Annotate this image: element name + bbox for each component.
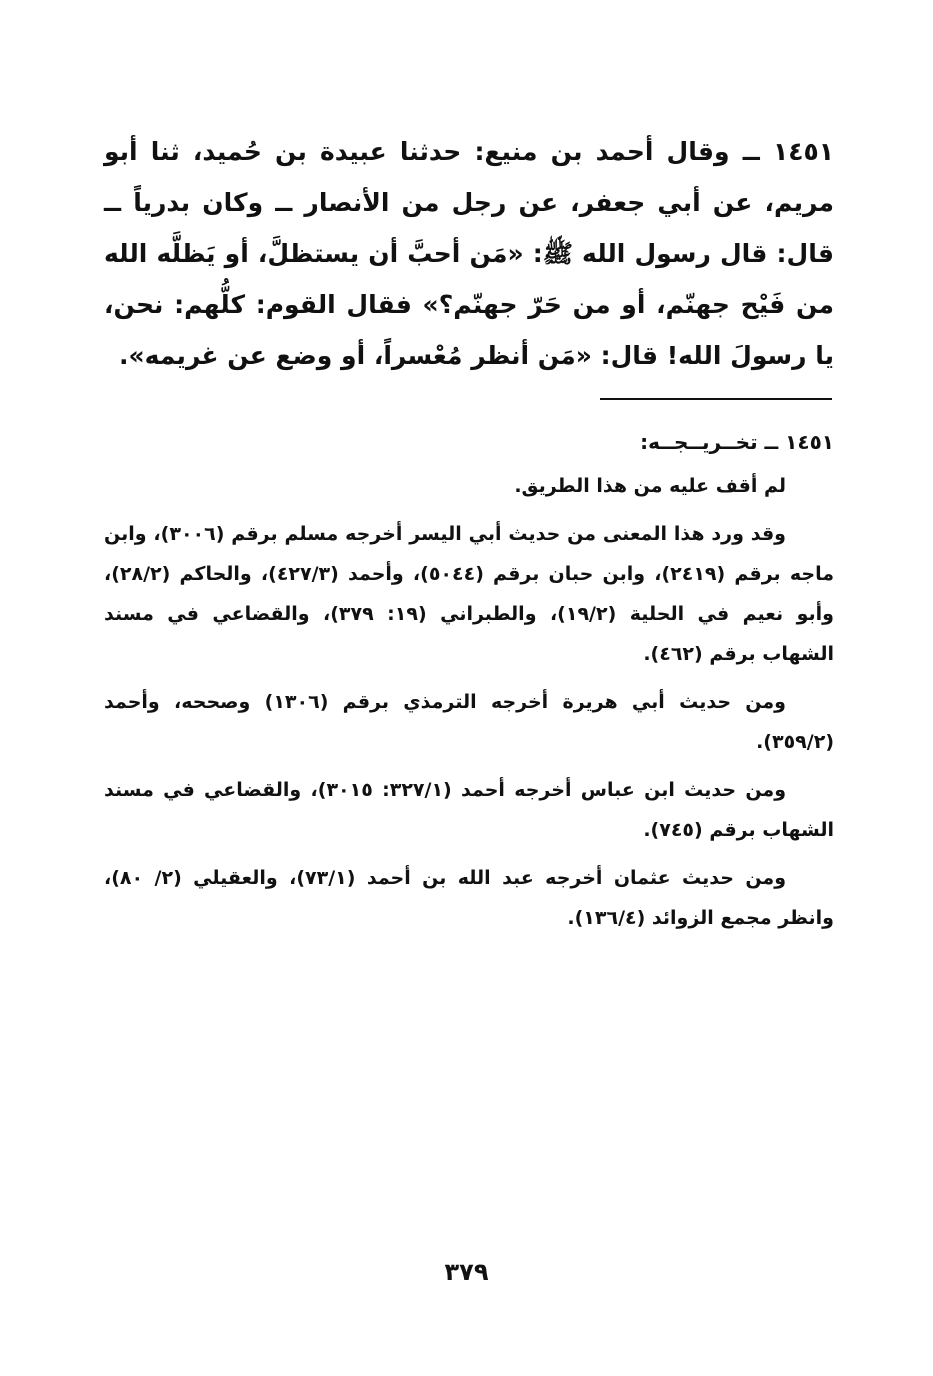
takhrij-heading: ١٤٥١ ــ تخــريــجــه: <box>640 430 834 454</box>
footnote-paragraph: ومن حديث عثمان أخرجه عبد الله بن أحمد (٧٣/١)، والعقيلي (٢/ ٨٠)، وانظر مجمع الزوائد (١٣٦/٤). <box>104 867 834 929</box>
page-number: ٣٧٩ <box>444 1258 489 1286</box>
footnote-paragraph: ومن حديث أبي هريرة أخرجه الترمذي برقم (١٣٠٦) وصححه، وأحمد (٣٥٩/٢). <box>104 691 834 753</box>
footnote-paragraph: وقد ورد هذا المعنى من حديث أبي اليسر أخرجه مسلم برقم (٣٠٠٦)، وابن ماجه برقم (٢٤١٩)، وابن حبان برقم (٥٠٤٤)، وأحمد (٤٢٧/٣)، والحاكم (٢٨/٢)، وأبو نعيم في الحلية (١٩/٢)، والطبراني (١٩: ٣٧٩)، والقضاعي في مسند الشهاب برقم (٤٦٢). <box>104 523 834 665</box>
hadith-text: ١٤٥١ ــ وقال أحمد بن منيع: حدثنا عبيدة بن حُميد، ثنا أبو مريم، عن أبي جعفر، عن رجل من الأنصار ــ وكان بدرياً ــ قال: قال رسول الله ﷺ: «مَن أحبَّ أن يستظلَّ، أو يَظلَّه الله من فَيْح جهنّم، أو من حَرّ جهنّم؟» فقال القوم: كلُّهم: نحن، يا رسولَ الله! قال: «مَن أنظر مُعْسراً، أو وضع عن غريمه». <box>104 137 834 370</box>
footnote-divider <box>600 398 832 400</box>
footnote-paragraph: لم أقف عليه من هذا الطريق. <box>514 475 786 497</box>
footnotes-section <box>104 424 834 946</box>
footnote-paragraph: ومن حديث ابن عباس أخرجه أحمد (٣٢٧/١: ٣٠١٥)، والقضاعي في مسند الشهاب برقم (٧٤٥). <box>104 779 834 841</box>
